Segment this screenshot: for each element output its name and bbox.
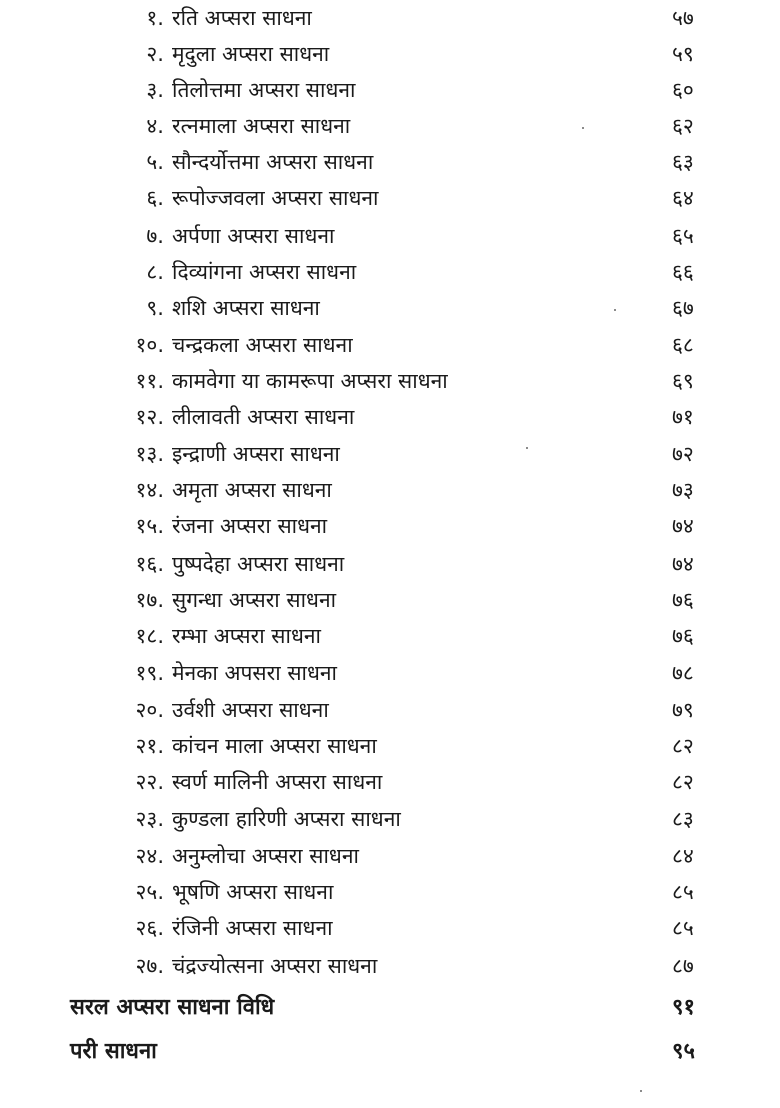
toc-main-entry: [0, 1034, 780, 1070]
entry-number: १२.: [135, 405, 164, 429]
entry-page-number: ६६: [672, 260, 694, 284]
toc-entry: [0, 144, 780, 180]
entry-title: रंजिनी अप्सरा साधना: [172, 916, 333, 940]
toc-entry: [0, 254, 780, 290]
entry-number: २६.: [135, 916, 164, 940]
toc-entry: [0, 399, 780, 435]
entry-title: अर्पणा अप्सरा साधना: [172, 224, 335, 248]
entry-page-number: ६५: [672, 224, 694, 248]
toc-entry: [0, 472, 780, 508]
toc-main-entry: [0, 990, 780, 1026]
toc-entry: [0, 582, 780, 618]
entry-title: सरल अप्सरा साधना विधि: [70, 995, 275, 1020]
entry-page-number: ७४: [672, 552, 694, 576]
entry-number: १३.: [135, 442, 164, 466]
entry-page-number: ६९: [672, 369, 694, 393]
entry-page-number: ६८: [672, 333, 694, 357]
entry-page-number: ९५: [672, 1039, 695, 1064]
entry-number: ३.: [146, 78, 164, 102]
entry-title: कांचन माला अप्सरा साधना: [172, 734, 377, 758]
toc-entry: [0, 874, 780, 910]
entry-title: पुष्पदेहा अप्सरा साधना: [172, 552, 345, 576]
toc-entry: [0, 910, 780, 946]
scan-speck: [614, 309, 616, 311]
entry-title: सौन्दर्योत्तमा अप्सरा साधना: [172, 150, 374, 174]
entry-number: ९.: [146, 296, 164, 320]
entry-number: २१.: [135, 734, 164, 758]
entry-page-number: ८२: [672, 734, 694, 758]
entry-title: इन्द्राणी अप्सरा साधना: [172, 442, 340, 466]
entry-title: चंद्रज्योत्सना अप्सरा साधना: [172, 954, 378, 978]
entry-number: २७.: [135, 954, 164, 978]
toc-entry: [0, 764, 780, 800]
entry-number: १५.: [135, 514, 164, 538]
entry-page-number: ६७: [672, 296, 694, 320]
scan-speck: [526, 447, 528, 449]
entry-page-number: ८२: [672, 770, 694, 794]
toc-entry: [0, 218, 780, 254]
entry-title: अनुम्लोचा अप्सरा साधना: [172, 844, 359, 868]
entry-number: ५.: [146, 150, 164, 174]
entry-page-number: ६२: [672, 114, 694, 138]
entry-title: कामवेगा या कामरूपा अप्सरा साधना: [172, 369, 448, 393]
toc-entry: [0, 508, 780, 544]
entry-title: रत्नमाला अप्सरा साधना: [172, 114, 351, 138]
toc-entry: [0, 728, 780, 764]
entry-title: स्वर्ण मालिनी अप्सरा साधना: [172, 770, 383, 794]
entry-title: चन्द्रकला अप्सरा साधना: [172, 333, 353, 357]
entry-number: २०.: [135, 698, 164, 722]
entry-number: २४.: [135, 844, 164, 868]
entry-page-number: ६३: [672, 150, 694, 174]
toc-entry: [0, 180, 780, 216]
entry-page-number: ७६: [672, 588, 694, 612]
scan-speck: [640, 1090, 642, 1092]
entry-number: १६.: [135, 552, 164, 576]
entry-page-number: ८३: [672, 807, 694, 831]
entry-title: रंजना अप्सरा साधना: [172, 514, 328, 538]
entry-title: सुगन्धा अप्सरा साधना: [172, 588, 337, 612]
toc-entry: [0, 948, 780, 984]
toc-entry: [0, 618, 780, 654]
entry-page-number: ७६: [672, 624, 694, 648]
entry-number: ११.: [135, 369, 164, 393]
entry-number: ७.: [146, 224, 164, 248]
entry-number: २३.: [135, 807, 164, 831]
entry-title: परी साधना: [70, 1039, 157, 1064]
toc-entry: [0, 436, 780, 472]
entry-page-number: ७२: [672, 442, 694, 466]
entry-number: ४.: [146, 114, 164, 138]
entry-page-number: ५७: [672, 6, 694, 30]
entry-number: १९.: [135, 661, 164, 685]
entry-page-number: ७१: [672, 405, 694, 429]
entry-page-number: ८५: [672, 916, 694, 940]
entry-page-number: ७४: [672, 514, 694, 538]
toc-entry: [0, 692, 780, 728]
toc-entry: [0, 801, 780, 837]
entry-page-number: ८७: [672, 954, 694, 978]
toc-entry: [0, 327, 780, 363]
entry-page-number: ८५: [672, 880, 694, 904]
entry-title: अमृता अप्सरा साधना: [172, 478, 332, 502]
toc-entry: [0, 655, 780, 691]
entry-title: रति अप्सरा साधना: [172, 6, 312, 30]
toc-entry: [0, 0, 780, 36]
entry-title: लीलावती अप्सरा साधना: [172, 405, 355, 429]
entry-title: भूषणि अप्सरा साधना: [172, 880, 334, 904]
toc-entry: [0, 108, 780, 144]
toc-entry: [0, 546, 780, 582]
scan-speck: [582, 127, 584, 129]
toc-entry: [0, 838, 780, 874]
entry-title: उर्वशी अप्सरा साधना: [172, 698, 329, 722]
entry-page-number: ९१: [672, 995, 695, 1020]
entry-title: रूपोज्जवला अप्सरा साधना: [172, 186, 379, 210]
entry-number: १०.: [135, 333, 164, 357]
entry-number: ८.: [146, 260, 164, 284]
entry-page-number: ७९: [672, 698, 694, 722]
entry-number: २२.: [135, 770, 164, 794]
toc-entry: [0, 72, 780, 108]
entry-title: मेनका अपसरा साधना: [172, 661, 337, 685]
entry-number: २.: [146, 42, 164, 66]
entry-number: १७.: [135, 588, 164, 612]
entry-number: २५.: [135, 880, 164, 904]
entry-page-number: ८४: [672, 844, 694, 868]
entry-title: दिव्यांगना अप्सरा साधना: [172, 260, 357, 284]
entry-number: १.: [146, 6, 164, 30]
entry-page-number: ७३: [672, 478, 694, 502]
entry-title: तिलोत्तमा अप्सरा साधना: [172, 78, 356, 102]
entry-number: १८.: [135, 624, 164, 648]
toc-entry: [0, 363, 780, 399]
entry-page-number: ६०: [672, 78, 694, 102]
entry-number: ६.: [146, 186, 164, 210]
entry-title: कुण्डला हारिणी अप्सरा साधना: [172, 807, 401, 831]
toc-entry: [0, 36, 780, 72]
entry-title: रम्भा अप्सरा साधना: [172, 624, 321, 648]
entry-title: शशि अप्सरा साधना: [172, 296, 320, 320]
toc-entry: [0, 290, 780, 326]
entry-page-number: ५९: [672, 42, 694, 66]
entry-number: १४.: [135, 478, 164, 502]
entry-title: मृदुला अप्सरा साधना: [172, 42, 330, 66]
entry-page-number: ६४: [672, 186, 694, 210]
entry-page-number: ७८: [672, 661, 694, 685]
